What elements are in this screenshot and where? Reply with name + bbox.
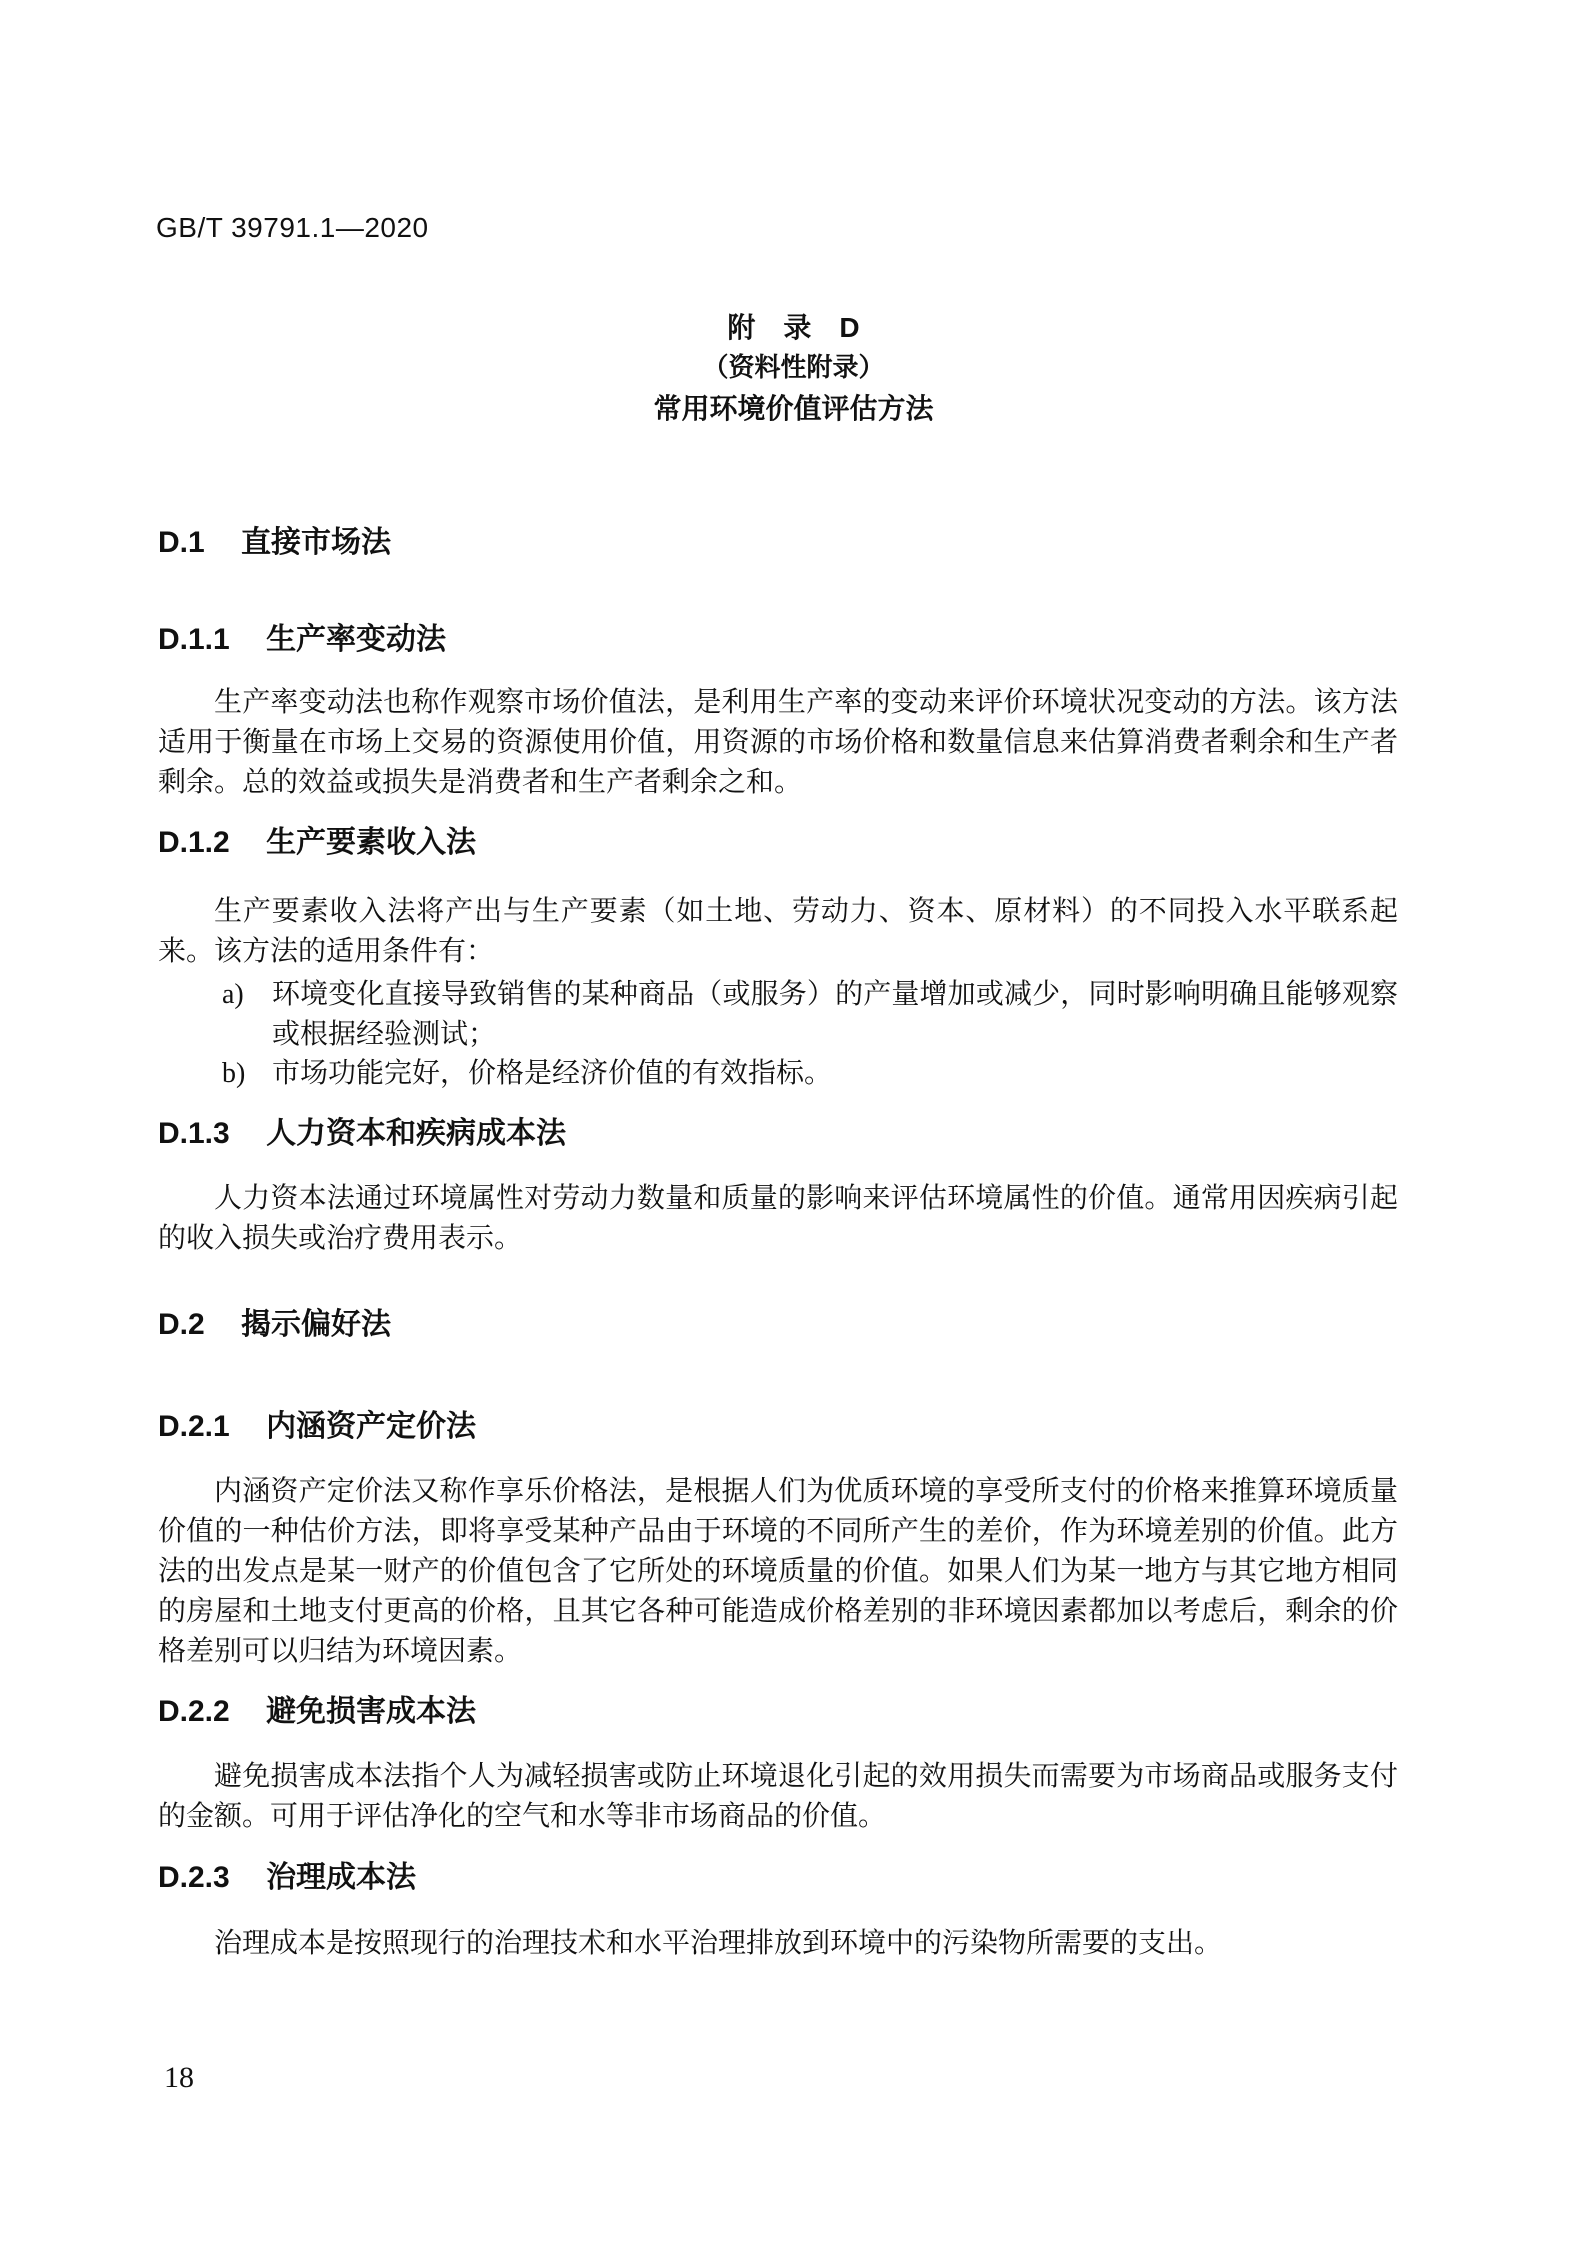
clause-title: 内涵资产定价法	[266, 1410, 477, 1443]
section-heading-d13	[158, 1114, 1398, 1154]
section-heading-d12	[158, 823, 1398, 863]
appendix-type: （资料性附录）	[702, 352, 885, 382]
list-item-a	[158, 975, 1398, 1055]
list-item-text: 环境变化直接导致销售的某种商品（或服务）的产量增加或减少，同时影响明确且能够观察或根据经验测试；	[272, 979, 1398, 1050]
section-heading-d1	[158, 523, 1398, 563]
paragraph-d13: 人力资本法通过环境属性对劳动力数量和质量的影响来评估环境属性的价值。通常用因疾病引起的收入损失或治疗费用表示。	[158, 1183, 1398, 1254]
clause-title: 直接市场法	[241, 526, 392, 559]
paragraph-d12: 生产要素收入法将产出与生产要素（如土地、劳动力、资本、原材料）的不同投入水平联系起来。该方法的适用条件有：	[158, 896, 1398, 967]
appendix-label: 附 录 D	[727, 312, 860, 343]
standard-code: GB/T 39791.1—2020	[156, 212, 429, 243]
clause-number: D.1.3	[158, 1117, 230, 1150]
paragraph-d23: 治理成本是按照现行的治理技术和水平治理排放到环境中的污染物所需要的支出。	[214, 1928, 1223, 1959]
section-heading-d2	[158, 1305, 1398, 1345]
appendix-title: 常用环境价值评估方法	[653, 393, 934, 424]
section-heading-d21	[158, 1407, 1398, 1447]
list-marker: b)	[222, 1058, 246, 1089]
clause-number: D.2.2	[158, 1695, 230, 1728]
section-heading-d23	[158, 1858, 1398, 1898]
paragraph-d21: 内涵资产定价法又称作享乐价格法，是根据人们为优质环境的享受所支付的价格来推算环境质量价值的一种估价方法，即将享受某种产品由于环境的不同所产生的差价，作为环境差别的价值。此方法的出发点是某一财产的价值包含了它所处的环境质量的价值。如果人们为某一地方与其它地方相同的房屋和土地支付更高的价格，且其它各种可能造成价格差别的非环境因素都加以考虑后，剩余的价格差别可以归结为环境因素。	[158, 1476, 1398, 1667]
list-marker: a)	[222, 979, 244, 1010]
clause-number: D.2.1	[158, 1410, 230, 1443]
clause-number: D.2	[158, 1308, 205, 1341]
clause-number: D.1.2	[158, 826, 230, 859]
clause-title: 治理成本法	[266, 1861, 417, 1894]
list-item-text: 市场功能完好，价格是经济价值的有效指标。	[272, 1058, 833, 1089]
paragraph-d11: 生产率变动法也称作观察市场价值法，是利用生产率的变动来评价环境状况变动的方法。该方法适用于衡量在市场上交易的资源使用价值，用资源的市场价格和数量信息来估算消费者剩余和生产者剩余。总的效益或损失是消费者和生产者剩余之和。	[158, 687, 1398, 798]
clause-title: 人力资本和疾病成本法	[266, 1117, 567, 1150]
clause-title: 揭示偏好法	[241, 1308, 392, 1341]
clause-number: D.1	[158, 526, 205, 559]
clause-title: 避免损害成本法	[266, 1695, 477, 1728]
list-item-b	[158, 1054, 1398, 1094]
section-heading-d22	[158, 1692, 1398, 1732]
page-number: 18	[164, 2061, 194, 2094]
clause-title: 生产要素收入法	[266, 826, 477, 859]
clause-number: D.1.1	[158, 623, 230, 656]
clause-number: D.2.3	[158, 1861, 230, 1894]
clause-title: 生产率变动法	[266, 623, 447, 656]
section-heading-d11	[158, 620, 1398, 660]
paragraph-d22: 避免损害成本法指个人为减轻损害或防止环境退化引起的效用损失而需要为市场商品或服务支付的金额。可用于评估净化的空气和水等非市场商品的价值。	[158, 1761, 1398, 1832]
